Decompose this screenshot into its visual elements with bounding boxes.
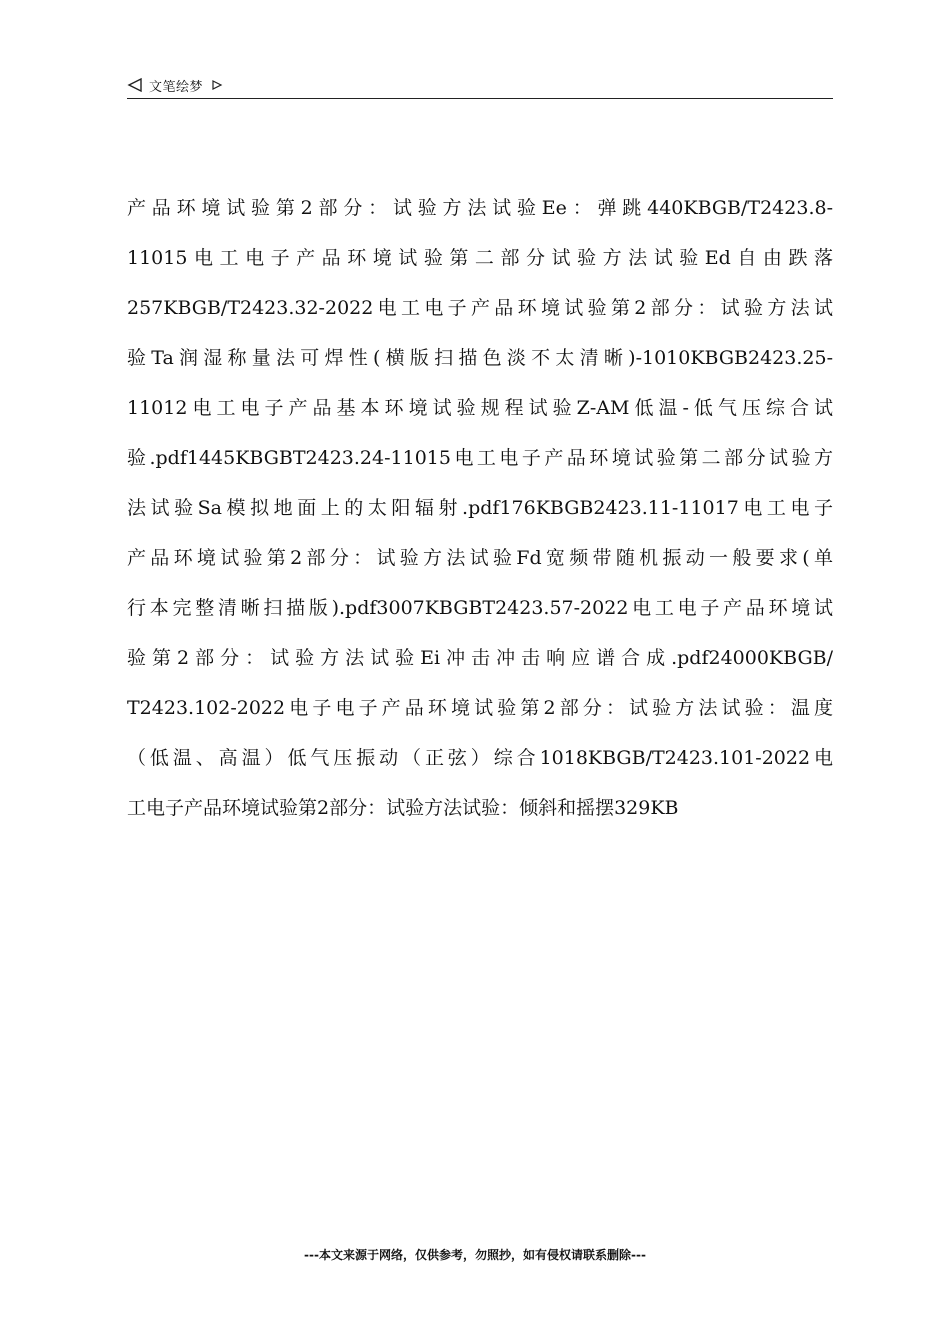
- body-line: 验.pdf1445KBGBT2423.24-11015电工电子产品环境试验第二部分试验方: [127, 447, 833, 469]
- body-line: 257KBGB/T2423.32-2022电工电子产品环境试验第2部分：试验方法试: [127, 297, 833, 319]
- triangle-left-icon: [127, 77, 143, 93]
- triangle-right-icon: [211, 79, 223, 91]
- body-line: 产品环境试验第2部分：试验方法试验Fd宽频带随机振动一般要求(单: [127, 547, 833, 569]
- header-brand: 文笔绘梦: [149, 79, 204, 95]
- body-line: 11012电工电子产品基本环境试验规程试验Z-AM低温-低气压综合试: [127, 397, 833, 419]
- body-line: 验Ta润湿称量法可焊性(横版扫描色淡不太清晰)-1010KBGB2423.25-: [127, 347, 833, 369]
- body-line: （低温、高温）低气压振动（正弦）综合1018KBGB/T2423.101-2022电: [127, 747, 833, 769]
- body-line: 法试验Sa模拟地面上的太阳辐射.pdf176KBGB2423.11-11017电工电子: [127, 497, 833, 519]
- body-line: 工电子产品环境试验第2部分：试验方法试验：倾斜和摇摆329KB: [127, 797, 679, 819]
- footer-notice: ---本文来源于网络，仅供参考，勿照抄，如有侵权请联系删除---: [304, 1248, 646, 1262]
- document-body: [127, 183, 833, 833]
- body-line: 验第2部分：试验方法试验Ei冲击冲击响应谱合成.pdf24000KBGB/: [127, 647, 833, 669]
- header-brand-group: [127, 74, 223, 96]
- page-header: [127, 74, 833, 99]
- body-line: 行本完整清晰扫描版).pdf3007KBGBT2423.57-2022电工电子产品环境试: [127, 597, 833, 619]
- body-line: 产品环境试验第2部分：试验方法试验Ee：弹跳440KBGB/T2423.8-: [127, 197, 833, 219]
- body-line: T2423.102-2022电子电子产品环境试验第2部分：试验方法试验：温度: [127, 697, 833, 719]
- body-line: 11015电工电子产品环境试验第二部分试验方法试验Ed自由跌落: [127, 247, 833, 269]
